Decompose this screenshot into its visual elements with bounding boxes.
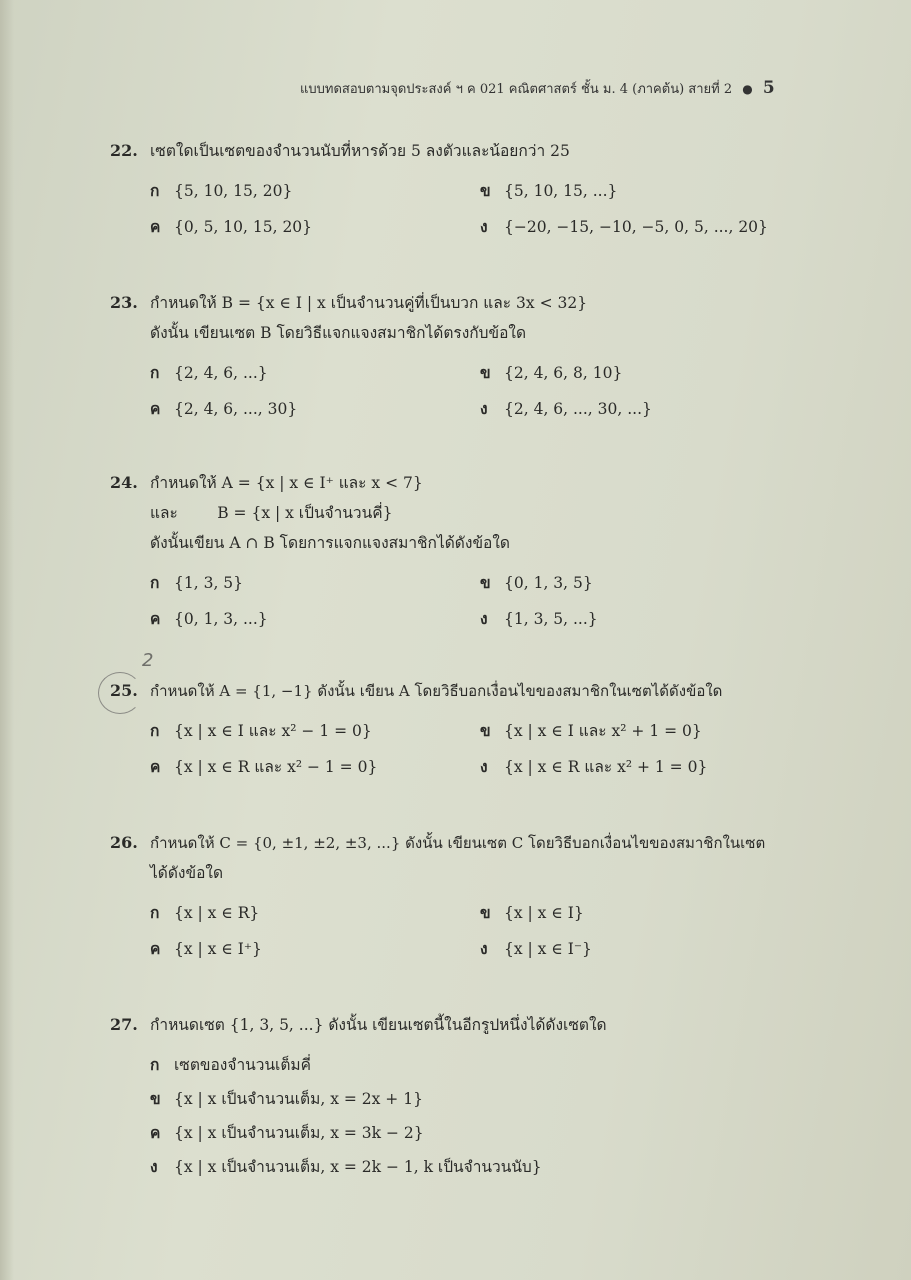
option-a[interactable]: ก {5, 10, 15, 20} — [150, 181, 293, 200]
option-c[interactable]: ค {0, 1, 3, ...} — [150, 609, 268, 628]
option-a[interactable]: ก {x | x ∈ I และ x² − 1 = 0} — [150, 721, 372, 740]
question-number: 27. — [110, 1015, 138, 1034]
question-stem — [110, 676, 840, 706]
option-b[interactable]: ข {2, 4, 6, 8, 10} — [480, 363, 623, 382]
option-a[interactable]: ก เซตของจำนวนเต็มคี่ — [150, 1055, 311, 1074]
option-d[interactable]: ง {1, 3, 5, ...} — [480, 609, 598, 628]
question-stem — [110, 288, 840, 348]
question-text-line-2: ได้ดังข้อใด — [150, 864, 224, 882]
question-stem — [110, 1010, 840, 1040]
question-26 — [110, 828, 840, 964]
question-number: 23. — [110, 293, 138, 312]
option-b[interactable]: ข {x | x ∈ I และ x² + 1 = 0} — [480, 721, 702, 740]
question-text: กำหนดให้ A = {1, −1} ดังนั้น เขียน A โดยวิธีบอกเงื่อนไขของสมาชิกในเซตได้ดังข้อใด — [150, 682, 723, 700]
option-d[interactable]: ง {x | x เป็นจำนวนเต็ม, x = 2k − 1, k เป็นจำนวนนับ} — [150, 1157, 542, 1176]
question-text: กำหนดให้ A = {x | x ∈ I⁺ และ x < 7} — [150, 474, 423, 492]
page-shadow-edge — [0, 0, 14, 1280]
question-number: 25. — [110, 681, 138, 700]
page-header — [300, 78, 860, 99]
option-a[interactable]: ก {1, 3, 5} — [150, 573, 244, 592]
option-d[interactable]: ง {x | x ∈ I⁻} — [480, 939, 592, 958]
question-text-line-2: และ B = {x | x เป็นจำนวนคี่} — [150, 504, 393, 522]
options — [150, 1050, 840, 1182]
option-b[interactable]: ข {0, 1, 3, 5} — [480, 573, 593, 592]
page-number: 5 — [762, 78, 775, 98]
question-number: 24. — [110, 473, 138, 492]
options — [150, 360, 840, 424]
question-23 — [110, 288, 840, 424]
option-b[interactable]: ข {5, 10, 15, ...} — [480, 181, 618, 200]
question-22 — [110, 136, 840, 242]
question-25 — [110, 676, 840, 782]
options — [150, 570, 840, 634]
question-stem — [110, 136, 840, 166]
option-a[interactable]: ก {2, 4, 6, ...} — [150, 363, 268, 382]
option-c[interactable]: ค {0, 5, 10, 15, 20} — [150, 217, 313, 236]
question-text-line-3: ดังนั้นเขียน A ∩ B โดยการแจกแจงสมาชิกได้ดังข้อใด — [150, 534, 510, 552]
option-b[interactable]: ข {x | x เป็นจำนวนเต็ม, x = 2x + 1} — [150, 1089, 423, 1108]
pencil-annotation: 2 — [142, 650, 154, 671]
question-text: เซตใดเป็นเซตของจำนวนนับที่หารด้วย 5 ลงตัวและน้อยกว่า 25 — [150, 142, 570, 160]
option-c[interactable]: ค {x | x ∈ R และ x² − 1 = 0} — [150, 757, 378, 776]
option-c[interactable]: ค {x | x เป็นจำนวนเต็ม, x = 3k − 2} — [150, 1123, 424, 1142]
question-text: กำหนดเซต {1, 3, 5, ...} ดังนั้น เขียนเซตนี้ในอีกรูปหนึ่งได้ดังเซตใด — [150, 1016, 607, 1034]
option-d[interactable]: ง {2, 4, 6, ..., 30, ...} — [480, 399, 652, 418]
option-d[interactable]: ง {−20, −15, −10, −5, 0, 5, ..., 20} — [480, 217, 768, 236]
question-text: กำหนดให้ C = {0, ±1, ±2, ±3, ...} ดังนั้น เขียนเซต C โดยวิธีบอกเงื่อนไขของสมาชิกในเซต — [150, 834, 766, 852]
option-c[interactable]: ค {x | x ∈ I⁺} — [150, 939, 262, 958]
header-title: แบบทดสอบตามจุดประสงค์ ฯ ค 021 คณิตศาสตร์ ชั้น ม. 4 (ภาคต้น) สายที่ 2 — [300, 82, 733, 97]
question-stem — [110, 468, 840, 558]
question-text: กำหนดให้ B = {x ∈ I | x เป็นจำนวนคู่ที่เป็นบวก และ 3x < 32} — [150, 294, 588, 312]
question-stem — [110, 828, 840, 888]
option-a[interactable]: ก {x | x ∈ R} — [150, 903, 260, 922]
question-number: 26. — [110, 833, 138, 852]
question-24 — [110, 468, 840, 634]
options — [150, 178, 840, 242]
options — [150, 900, 840, 964]
option-b[interactable]: ข {x | x ∈ I} — [480, 903, 584, 922]
question-number: 22. — [110, 141, 138, 160]
question-text-line-2: ดังนั้น เขียนเซต B โดยวิธีแจกแจงสมาชิกได้ตรงกับข้อใด — [150, 324, 527, 342]
header-bullet: ● — [742, 82, 753, 96]
option-c[interactable]: ค {2, 4, 6, ..., 30} — [150, 399, 298, 418]
question-27 — [110, 1010, 840, 1182]
options — [150, 718, 840, 782]
option-d[interactable]: ง {x | x ∈ R และ x² + 1 = 0} — [480, 757, 708, 776]
